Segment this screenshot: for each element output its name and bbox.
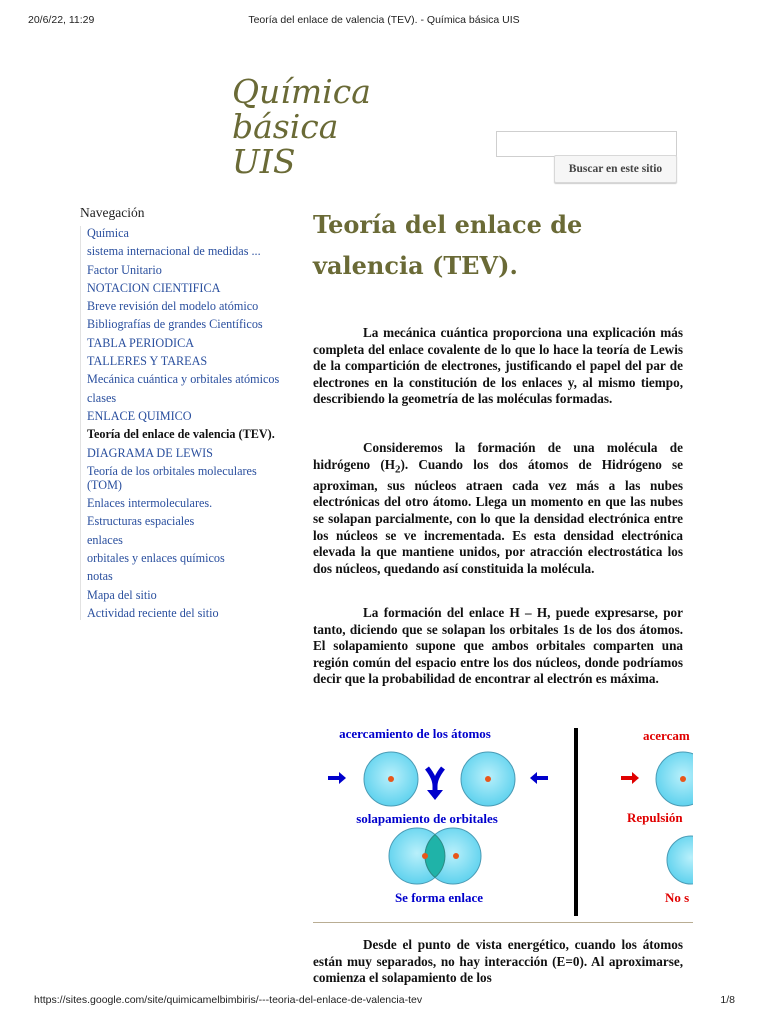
sidebar-item[interactable]: Breve revisión del modelo atómico	[87, 299, 259, 314]
nav-list	[80, 226, 290, 620]
sidebar-item[interactable]: TALLERES Y TAREAS	[87, 354, 208, 369]
hydrogen-orbital	[667, 836, 693, 884]
paragraph-intro: La mecánica cuántica proporciona una explicación más completa del enlace covalente de lo que lo hace la teoría de Lewis de la compartición de electrones, justificando el papel del par de electrones en la constitución de los enlaces y, al mismo tiempo, describiendo la geometría de las moléculas formadas.	[313, 325, 683, 407]
label-bond: Se forma enlace	[394, 890, 484, 905]
sidebar-item[interactable]: DIAGRAMA DE LEWIS	[87, 445, 213, 460]
sidebar-item[interactable]: Bibliografías de grandes Científicos	[87, 317, 263, 332]
nucleus-dot	[388, 776, 394, 782]
divider-bar	[574, 728, 578, 916]
sidebar-item[interactable]: NOTACION CIENTIFICA	[87, 280, 221, 295]
label-approach: acercamiento de los átomos	[339, 726, 491, 741]
page-title-line: Teoría del enlace de	[313, 210, 583, 239]
sidebar-item[interactable]: notas	[87, 569, 113, 584]
arrow-right-red-icon	[621, 772, 639, 784]
sidebar-item[interactable]: TABLA PERIODICA	[87, 335, 195, 350]
label-approach-right: acercam	[643, 728, 690, 743]
paragraph-hydrogen	[313, 440, 683, 577]
nucleus-dot	[485, 776, 491, 782]
paragraph-text: Consideremos la formación de una molécula de hidrógeno (H	[313, 440, 683, 472]
subscript-2: 2	[394, 463, 401, 476]
sidebar-item[interactable]: sistema internacional de medidas ...	[87, 244, 261, 259]
sidebar-item[interactable]: Enlaces intermoleculares.	[87, 496, 213, 511]
site-title-line: básica	[232, 107, 339, 146]
hydrogen-orbital	[656, 752, 693, 806]
search-button[interactable]: Buscar en este sitio	[554, 155, 677, 183]
page-title	[313, 204, 693, 286]
arrow-right-icon	[328, 772, 346, 784]
sidebar-item[interactable]: Factor Unitario	[87, 262, 162, 277]
paragraph-overlap: La formación del enlace H – H, puede expresarse, por tanto, diciendo que se solapan los orbitales 1s de los dos átomos. El solapamiento supone que ambos orbitales comparten una región común del espacio entre los dos núcleos, donde podríamos decir que la probabilidad de encontrar al electrón es máxima.	[313, 605, 683, 687]
paragraph-energy: Desde el punto de vista energético, cuando los átomos están muy separados, no hay interacción (E=0). Al aproximarse, comienza el solapamiento de los	[313, 937, 683, 986]
site-title-line: Química	[232, 72, 371, 111]
page-title-line: valencia (TEV).	[313, 251, 518, 280]
label-repulsion: Repulsión	[627, 810, 683, 825]
site-title-line: UIS	[232, 142, 296, 181]
sidebar-item-current[interactable]: Teoría del enlace de valencia (TEV).	[87, 427, 275, 442]
converge-arrow-icon	[427, 768, 443, 800]
print-header	[0, 14, 768, 30]
sidebar-item[interactable]: Mapa del sitio	[87, 587, 157, 602]
nucleus-dot	[453, 853, 459, 859]
sidebar-item[interactable]: Teoría de los orbitales moleculares (TOM)	[87, 463, 257, 492]
sidebar-item[interactable]: Mecánica cuántica y orbitales atómicos	[87, 372, 280, 387]
print-datetime: 20/6/22, 11:29	[28, 14, 95, 26]
sidebar-item[interactable]: orbitales y enlaces químicos	[87, 551, 225, 566]
sidebar-item[interactable]: enlaces	[87, 532, 123, 547]
diagram-svg	[313, 720, 693, 920]
site-title[interactable]	[232, 74, 472, 179]
search-input[interactable]	[496, 131, 677, 157]
nucleus-dot	[680, 776, 686, 782]
label-overlap: solapamiento de orbitales	[356, 811, 498, 826]
sidebar-item[interactable]: clases	[87, 390, 117, 405]
sidebar-item[interactable]: Estructuras espaciales	[87, 514, 195, 529]
label-no: No s	[665, 890, 690, 905]
print-page-title: Teoría del enlace de valencia (TEV). - Química básica UIS	[248, 14, 520, 26]
print-page-number: 1/8	[720, 994, 735, 1006]
sidebar-navigation	[80, 205, 290, 624]
sidebar-item[interactable]: ENLACE QUIMICO	[87, 408, 192, 423]
sidebar-heading: Navegación	[80, 205, 145, 220]
sidebar-item[interactable]: Química	[87, 226, 129, 240]
sidebar-item[interactable]: Actividad reciente del sitio	[87, 605, 219, 620]
arrow-left-icon	[530, 772, 548, 784]
horizontal-rule	[313, 922, 693, 923]
paragraph-text: ). Cuando los dos átomos de Hidrógeno se aproximan, sus núcleos atraen cada vez más a las nubes electrónicas del otro átomo. Llega un momento en que las nubes se solapan parcialmente, con lo que la densidad electrónica entre los núcleos se ve incrementada. Es esta densidad electrónica elevada la que mantiene unidos, por atracción electrostática los dos núcleos, quedando así constituida la molécula.	[313, 456, 683, 576]
print-footer	[0, 994, 768, 1010]
print-url: https://sites.google.com/site/quimicamelbimbiris/---teoria-del-enlace-de-valencia-tev	[34, 994, 423, 1006]
nucleus-dot	[422, 853, 428, 859]
orbital-overlap-diagram	[313, 720, 693, 920]
